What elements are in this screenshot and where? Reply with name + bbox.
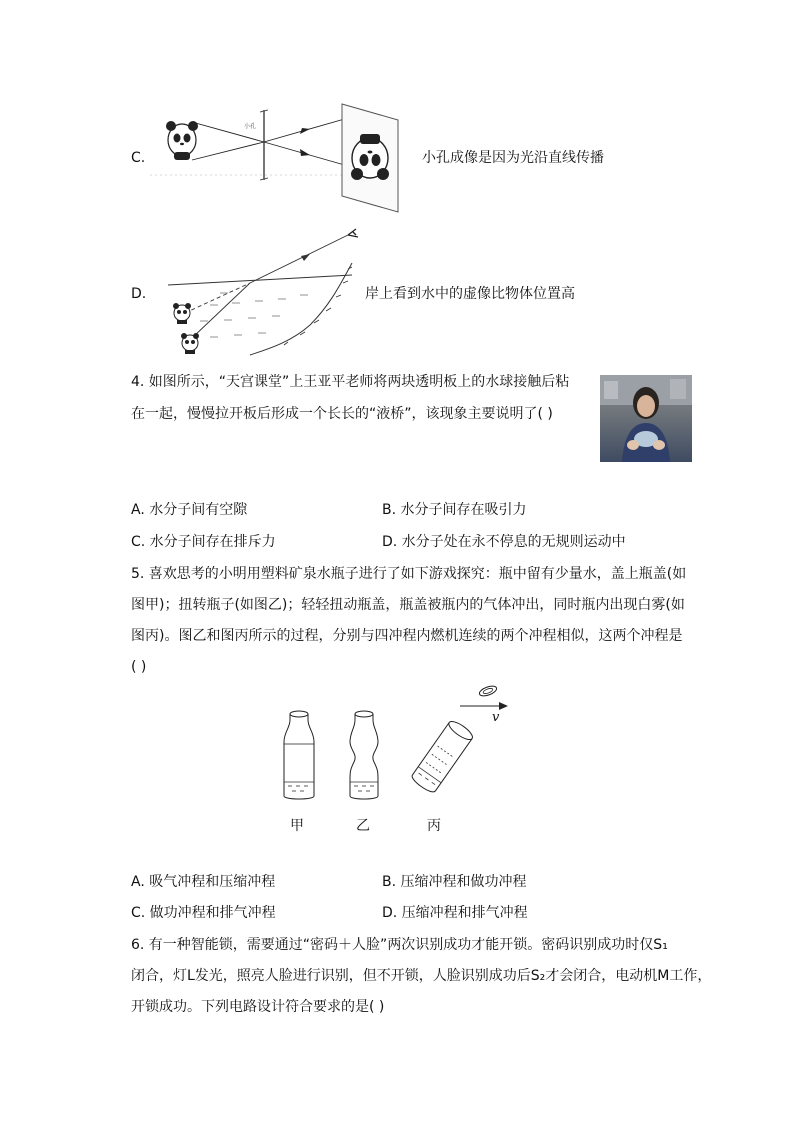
q4-text-line1: 4. 如图所示，“天宫课堂”上王亚平老师将两块透明板上的水球接触后粘 xyxy=(131,374,570,390)
q5-option-d: D. 压缩冲程和排气冲程 xyxy=(382,905,528,921)
eye-icon xyxy=(348,229,358,237)
virtual-panda-icon xyxy=(173,303,191,324)
figure-label-jia: 甲 xyxy=(290,818,304,834)
bottle-jia xyxy=(284,711,314,799)
pinhole-label: 小孔 xyxy=(244,123,257,130)
figure-label-bing: 丙 xyxy=(427,818,441,834)
q5-option-b: B. 压缩冲程和做功冲程 xyxy=(382,874,527,890)
panda-figure-icon xyxy=(166,121,198,160)
option-d-letter: D. xyxy=(131,286,147,302)
velocity-label: v xyxy=(492,710,500,725)
option-c-letter: C. xyxy=(131,150,146,166)
q5-text-line1: 5. 喜欢思考的小明用塑料矿泉水瓶子进行了如下游戏探究：瓶中留有少量水，盖上瓶盖(如 xyxy=(131,566,687,582)
option-c-statement: 小孔成像是因为光沿直线传播 xyxy=(422,150,604,166)
bottle-yi xyxy=(350,711,378,799)
q4-option-d: D. 水分子处在永不停息的无规则运动中 xyxy=(382,534,626,550)
bottle-bing xyxy=(410,684,508,794)
figure-label-yi: 乙 xyxy=(356,818,370,834)
q4-option-b: B. 水分子间存在吸引力 xyxy=(382,502,527,518)
q4-option-a: A. 水分子间有空隙 xyxy=(131,502,248,518)
q5-option-c: C. 做功冲程和排气冲程 xyxy=(131,905,276,921)
q5-option-a: A. 吸气冲程和压缩冲程 xyxy=(131,874,276,890)
q5-text-line3: 图丙)。图乙和图丙所示的过程，分别与四冲程内燃机连续的两个冲程相似，这两个冲程是 xyxy=(131,628,683,644)
refraction-diagram xyxy=(160,225,370,360)
bottle-experiment-diagram xyxy=(270,680,510,805)
q5-text-line2: 图甲)；扭转瓶子(如图乙)；轻轻扭动瓶盖，瓶盖被瓶内的气体冲出，同时瓶内出现白雾(如 xyxy=(131,597,685,613)
q6-text-line2: 闭合，灯L发光，照亮人脸进行识别，但不开锁，人脸识别成功后S₂才会闭合，电动机M工作， xyxy=(131,968,712,984)
real-panda-icon xyxy=(181,333,199,354)
q5-text-line4: ( ) xyxy=(131,659,147,675)
q4-text-line2: 在一起，慢慢拉开板后形成一个长长的“液桥”，该现象主要说明了( ) xyxy=(131,406,553,422)
q6-text-line3: 开锁成功。下列电路设计符合要求的是( ) xyxy=(131,999,385,1015)
liquid-bridge-photo xyxy=(600,375,692,462)
q6-text-line1: 6. 有一种智能锁，需要通过“密码＋人脸”两次识别成功才能开锁。密码识别成功时仅S₁ xyxy=(131,937,668,953)
q4-option-c: C. 水分子间存在排斥力 xyxy=(131,534,276,550)
pinhole-camera-diagram xyxy=(150,100,420,215)
option-d-statement: 岸上看到水中的虚像比物体位置高 xyxy=(365,286,575,302)
